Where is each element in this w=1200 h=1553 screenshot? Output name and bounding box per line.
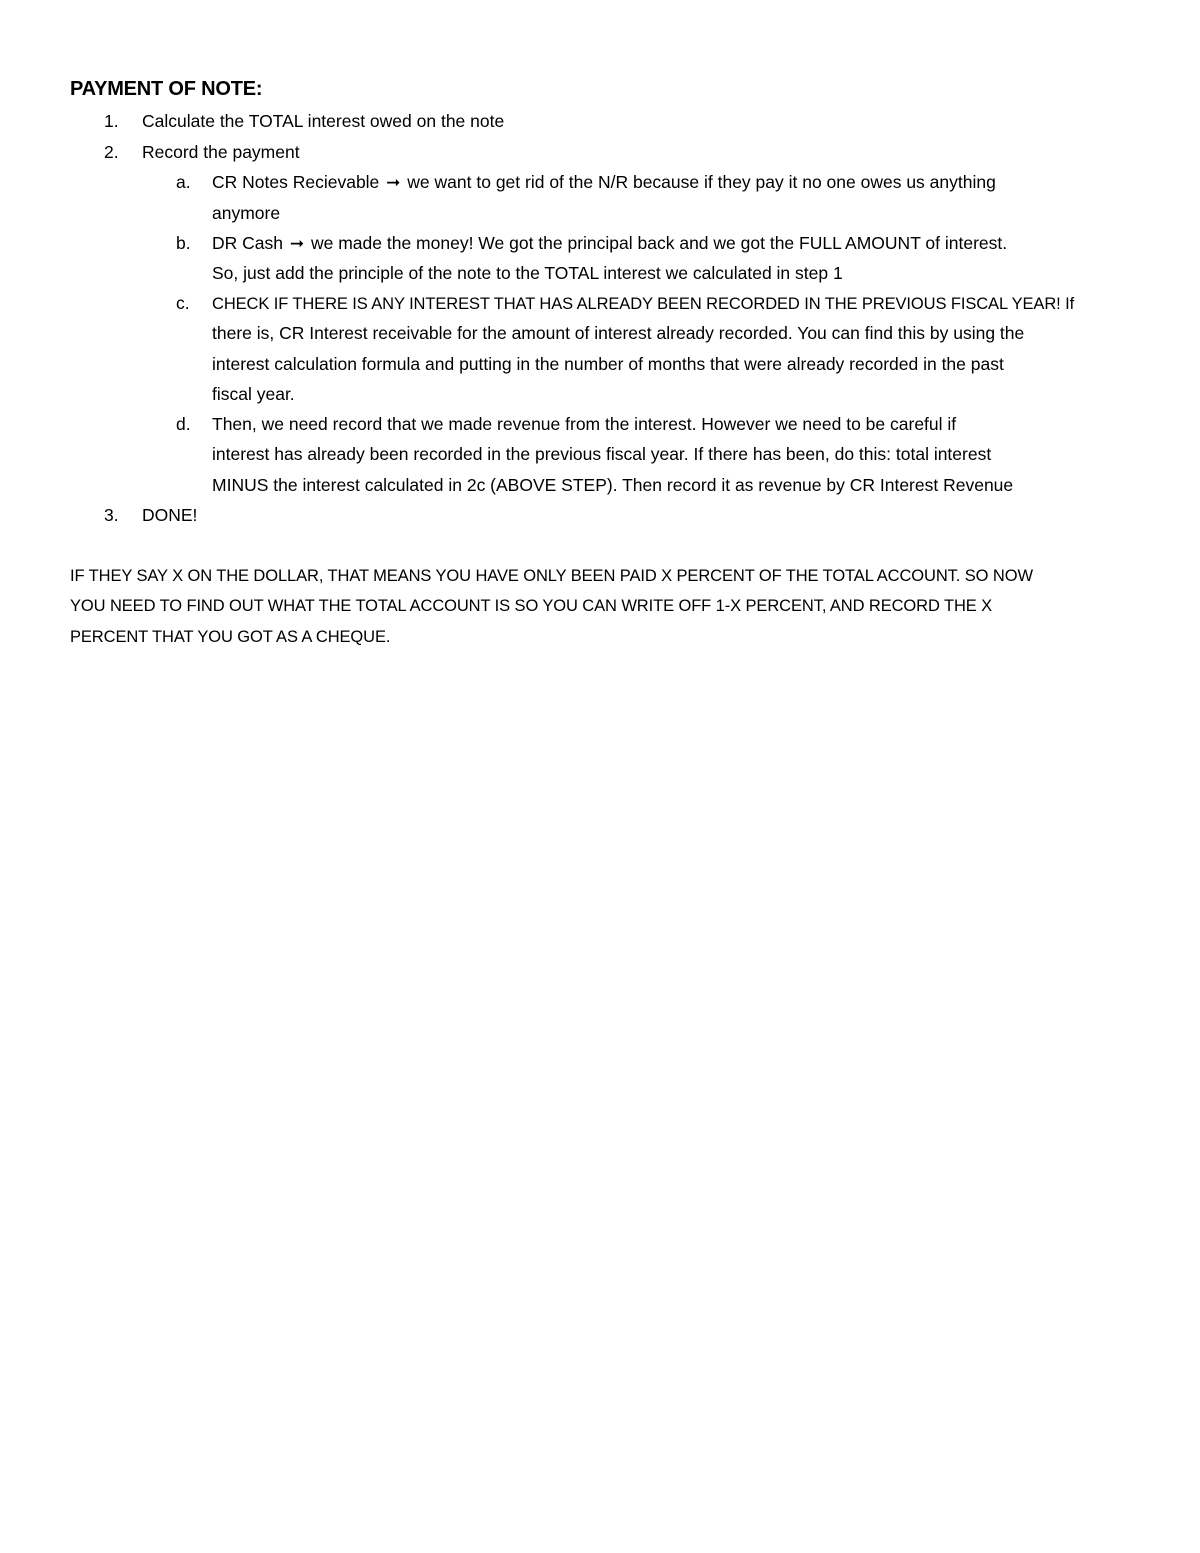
substep-line-lead: DR Cash (212, 233, 283, 253)
step-number: 3. (104, 505, 119, 525)
page-title: PAYMENT OF NOTE: (70, 78, 263, 100)
step-number: 1. (104, 111, 119, 131)
substep-marker: d. (176, 414, 191, 434)
arrow-right-icon: ➞ (386, 173, 401, 192)
substep-line-lead: CR Notes Recievable (212, 172, 380, 192)
step-text: Record the payment (142, 142, 300, 162)
substep-line: anymore (212, 203, 281, 223)
substep-line: interest calculation formula and putting in the number of months that were already recorded in the past (212, 354, 1004, 374)
substep-line (212, 171, 996, 194)
substep-line-rest: we want to get rid of the N/R because if they pay it no one owes us anything (407, 172, 996, 192)
note-paragraph-line: YOU NEED TO FIND OUT WHAT THE TOTAL ACCOUNT IS SO YOU CAN WRITE OFF 1-X PERCENT, AND RECORD THE X (70, 597, 993, 615)
substep-line: So, just add the principle of the note to the TOTAL interest we calculated in step 1 (212, 263, 843, 283)
substep-line: MINUS the interest calculated in 2c (ABOVE STEP). Then record it as revenue by CR Interest Revenue (212, 475, 1014, 495)
arrow-right-icon: ➞ (289, 234, 305, 253)
substep-line: interest has already been recorded in the previous fiscal year. If there has been, do this: total interest (212, 444, 992, 464)
substep-line (212, 292, 1074, 315)
substep-line: Then, we need record that we made revenue from the interest. However we need to be careful if (212, 414, 957, 434)
substep-line-caps: CHECK IF THERE IS ANY INTEREST THAT HAS ALREADY BEEN RECORDED IN THE PREVIOUS FISCAL YEAR! If (212, 295, 1075, 313)
substep-line-rest: we made the money! We got the principal back and we got the FULL AMOUNT of interest. (311, 233, 1008, 253)
substep-line: fiscal year. (212, 384, 295, 404)
step-text: DONE! (142, 505, 198, 525)
note-paragraph-line: IF THEY SAY X ON THE DOLLAR, THAT MEANS YOU HAVE ONLY BEEN PAID X PERCENT OF THE TOTAL ACCOUNT. SO NOW (70, 567, 1033, 585)
step-text: Calculate the TOTAL interest owed on the note (142, 111, 505, 131)
step-number: 2. (104, 142, 119, 162)
substep-marker: c. (176, 293, 190, 313)
substep-line: there is, CR Interest receivable for the amount of interest already recorded. You can find this by using the (212, 323, 1025, 343)
substep-line (212, 232, 1007, 255)
substep-marker: a. (176, 172, 191, 192)
note-paragraph-line: PERCENT THAT YOU GOT AS A CHEQUE. (70, 628, 391, 646)
substep-marker: b. (176, 233, 191, 253)
